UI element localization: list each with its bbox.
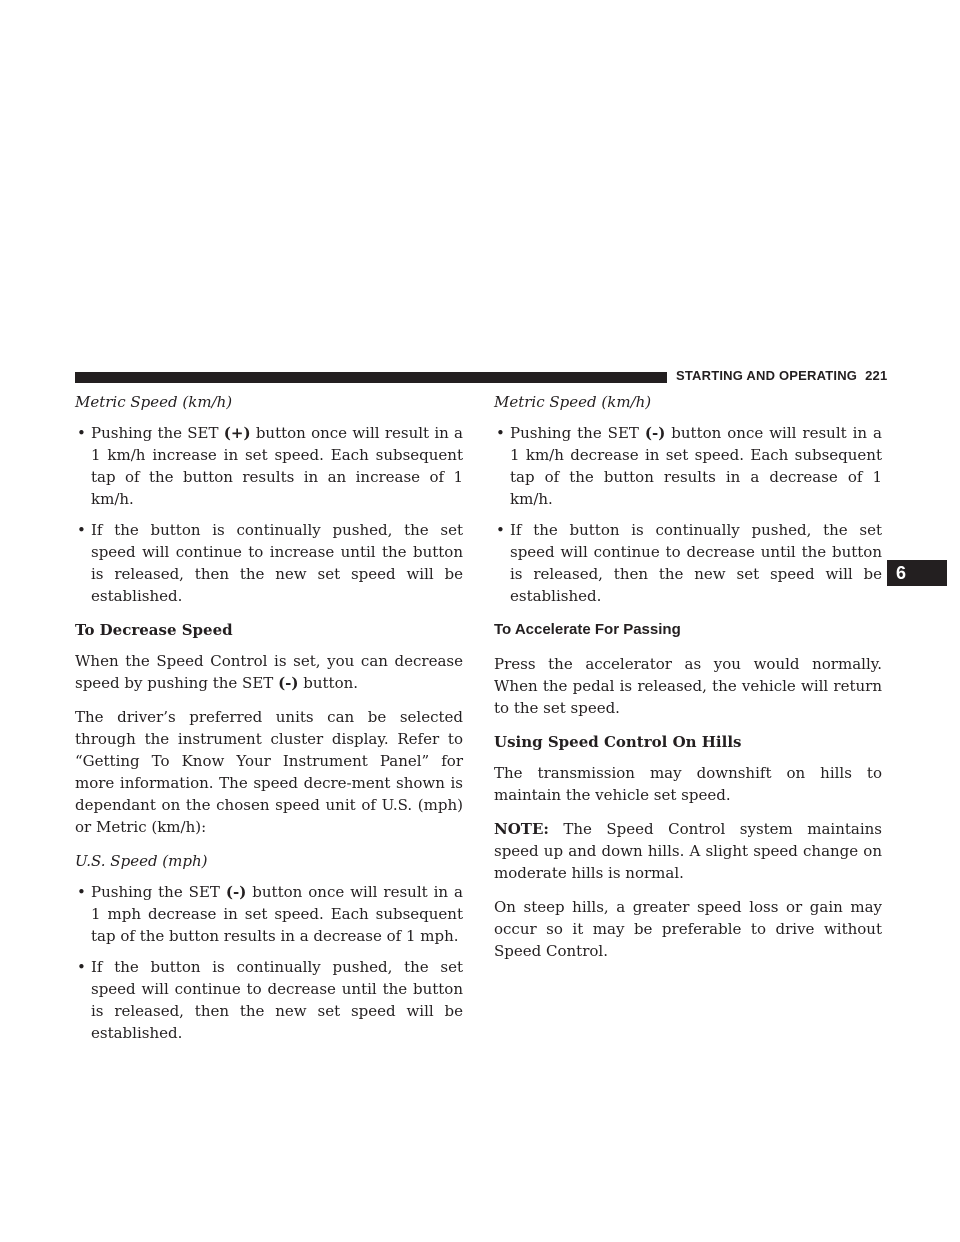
left-column [75, 391, 463, 1056]
header-rule [75, 372, 667, 383]
hills-paragraph: The transmission may downshift on hills to maintain the vehicle set speed. [494, 764, 882, 804]
us-decrease-list [75, 881, 463, 1044]
page-number: 221 [865, 368, 888, 383]
list-item: • If the button is continually pushed, the set speed will continue to decrease until the button is released, then the new set speed will be established. [494, 519, 882, 607]
list-item: • If the button is continually pushed, the set speed will continue to decrease until the button is released, then the new set speed will be established. [75, 956, 463, 1044]
chapter-tab: 6 [887, 560, 947, 586]
metric-speed-heading: Metric Speed (km/h) [494, 393, 652, 411]
passing-paragraph: Press the accelerator as you would normally. When the pedal is released, the vehicle will return to the set speed. [494, 655, 882, 717]
list-item: • If the button is continually pushed, the set speed will continue to increase until the button is released, then the new set speed will be established. [75, 519, 463, 607]
us-speed-heading: U.S. Speed (mph) [75, 852, 208, 870]
metric-increase-list [75, 422, 463, 607]
decrease-speed-heading: To Decrease Speed [75, 621, 233, 639]
list-item: • Pushing the SET (-) button once will result in a 1 km/h decrease in set speed. Each subsequent tap of the button results in a decrease of 1 km/h. [494, 422, 882, 510]
metric-speed-heading: Metric Speed (km/h) [75, 393, 233, 411]
note-paragraph: NOTE: The Speed Control system maintains speed up and down hills. A slight speed change on moderate hills is normal. [494, 820, 882, 882]
hills-heading: Using Speed Control On Hills [494, 733, 742, 751]
right-column [494, 391, 882, 974]
list-item: • Pushing the SET (+) button once will result in a 1 km/h increase in set speed. Each subsequent tap of the button results in an increase of 1 km/h. [75, 422, 463, 510]
metric-decrease-list [494, 422, 882, 607]
passing-heading: To Accelerate For Passing [494, 621, 681, 638]
units-paragraph: The driver’s preferred units can be selected through the instrument cluster display. Refer to “Getting To Know Your Instrument Panel” for more information. The speed decre-ment shown is dependant on the chosen speed unit of U.S. (mph) or Metric (km/h): [75, 708, 463, 836]
steep-hills-paragraph: On steep hills, a greater speed loss or gain may occur so it may be preferable to drive without Speed Control. [494, 898, 882, 960]
list-item: • Pushing the SET (-) button once will result in a 1 mph decrease in set speed. Each subsequent tap of the button results in a decrease of 1 mph. [75, 881, 463, 947]
page-header [676, 368, 887, 383]
decrease-paragraph: When the Speed Control is set, you can decrease speed by pushing the SET (-) button. [75, 652, 463, 692]
section-title: STARTING AND OPERATING [676, 368, 858, 383]
